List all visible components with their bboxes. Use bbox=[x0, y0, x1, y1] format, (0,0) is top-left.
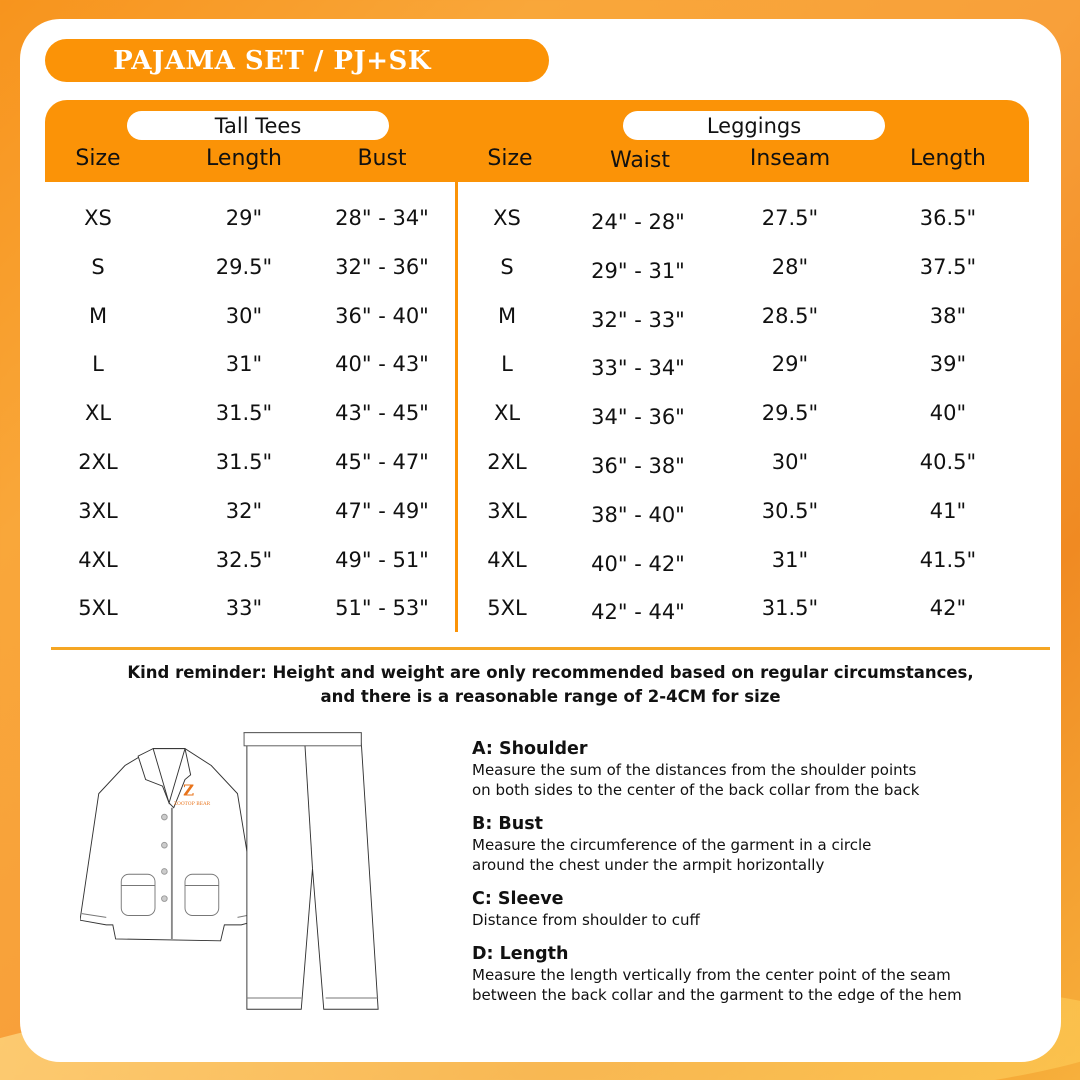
tees-cell-bust: 49" - 51" bbox=[335, 547, 429, 572]
section-divider bbox=[51, 647, 1050, 650]
leggings-cell-waist: 34" - 36" bbox=[591, 405, 685, 430]
tees-cell-bust: 40" - 43" bbox=[335, 352, 429, 377]
leggings-cell-size: S bbox=[500, 254, 514, 279]
measure-title: A: Shoulder bbox=[472, 739, 588, 759]
leggings-col-size: Size bbox=[487, 146, 533, 171]
leggings-cell-length: 40" bbox=[929, 401, 967, 426]
tees-cell-size: 4XL bbox=[78, 547, 118, 572]
tees-col-length: Length bbox=[206, 146, 282, 171]
measure-bust bbox=[472, 813, 1042, 875]
tees-cell-length: 31" bbox=[225, 352, 263, 377]
leggings-col-inseam: Inseam bbox=[749, 146, 831, 171]
measure-sleeve bbox=[472, 888, 1042, 930]
leggings-cell-length: 42" bbox=[929, 596, 967, 621]
tees-cell-size: XL bbox=[84, 401, 112, 426]
tees-cell-length: 29" bbox=[225, 206, 263, 230]
tees-cell-length: 30" bbox=[225, 303, 263, 328]
leggings-cell-waist: 29" - 31" bbox=[591, 258, 685, 283]
tees-cell-bust: 32" - 36" bbox=[335, 254, 429, 279]
leggings-col-length: Length bbox=[910, 146, 986, 171]
leggings-cell-inseam: 28" bbox=[771, 254, 809, 279]
tees-cell-bust: 28" - 34" bbox=[335, 206, 429, 230]
measurement-guide bbox=[472, 738, 1042, 1018]
tees-cell-bust: 51" - 53" bbox=[335, 596, 429, 621]
leggings-cell-inseam: 27.5" bbox=[761, 206, 819, 230]
tees-cell-size: XS bbox=[84, 206, 112, 230]
leggings-cell-length: 39" bbox=[929, 352, 967, 377]
measure-desc: Measure the length vertically from the center point of the seam bbox=[472, 966, 951, 984]
leggings-cell-inseam: 29.5" bbox=[761, 401, 819, 426]
tees-cell-bust: 43" - 45" bbox=[335, 401, 429, 426]
leggings-cell-length: 37.5" bbox=[919, 254, 977, 279]
measure-desc: Distance from shoulder to cuff bbox=[472, 911, 700, 929]
leggings-cell-inseam: 31.5" bbox=[761, 596, 819, 621]
leggings-cell-waist: 42" - 44" bbox=[591, 600, 685, 625]
tees-cell-bust: 36" - 40" bbox=[335, 303, 429, 328]
measure-title: C: Sleeve bbox=[472, 889, 564, 909]
measure-desc: Measure the sum of the distances from the shoulder points bbox=[472, 761, 917, 779]
leggings-cell-waist: 36" - 38" bbox=[591, 454, 685, 478]
page-title: PAJAMA SET / PJ+SK bbox=[113, 45, 431, 76]
leggings-group-label: Leggings bbox=[623, 111, 885, 140]
leggings-cell-waist: 24" - 28" bbox=[591, 210, 685, 234]
measure-length bbox=[472, 943, 1042, 1005]
measure-title: B: Bust bbox=[472, 814, 544, 834]
measure-shoulder bbox=[472, 738, 1042, 800]
svg-text:ZOOTOP BEAR: ZOOTOP BEAR bbox=[173, 801, 210, 807]
tees-cell-length: 31.5" bbox=[215, 401, 273, 426]
leggings-cell-size: 4XL bbox=[487, 547, 527, 572]
leggings-cell-size: 5XL bbox=[487, 596, 527, 621]
reminder-line-1: Kind reminder: Height and weight are only recommended based on regular circumstances, bbox=[127, 663, 974, 682]
leggings-cell-size: M bbox=[497, 303, 517, 328]
tees-cell-bust: 47" - 49" bbox=[335, 498, 429, 523]
shirt-drawing-icon bbox=[80, 749, 258, 941]
measure-desc: between the back collar and the garment to the edge of the hem bbox=[472, 986, 962, 1004]
leggings-cell-length: 36.5" bbox=[919, 206, 977, 230]
reminder-line-2: and there is a reasonable range of 2-4CM for size bbox=[320, 687, 781, 706]
tees-cell-size: S bbox=[91, 254, 105, 279]
leggings-col-waist: Waist bbox=[609, 148, 671, 173]
kind-reminder bbox=[51, 661, 1050, 709]
pants-drawing-icon bbox=[244, 733, 378, 1010]
pajama-illustration bbox=[80, 728, 380, 1028]
leggings-cell-size: L bbox=[501, 352, 513, 377]
leggings-cell-size: 3XL bbox=[487, 498, 527, 523]
leggings-cell-inseam: 28.5" bbox=[761, 303, 819, 328]
tees-cell-size: 3XL bbox=[78, 498, 118, 523]
leggings-cell-inseam: 31" bbox=[771, 547, 809, 572]
tees-cell-size: 2XL bbox=[78, 450, 118, 474]
tees-cell-size: M bbox=[88, 303, 108, 328]
leggings-cell-waist: 33" - 34" bbox=[591, 356, 685, 381]
measure-desc: around the chest under the armpit horizontally bbox=[472, 856, 825, 874]
leggings-cell-waist: 32" - 33" bbox=[591, 307, 685, 332]
tees-col-bust: Bust bbox=[357, 146, 407, 171]
table-divider-vertical bbox=[455, 182, 458, 632]
svg-text:Z: Z bbox=[183, 781, 195, 800]
tees-cell-length: 31.5" bbox=[215, 450, 273, 474]
leggings-cell-length: 41.5" bbox=[919, 547, 977, 572]
tees-cell-length: 33" bbox=[225, 596, 263, 621]
leggings-cell-size: XL bbox=[493, 401, 521, 426]
measure-desc: Measure the circumference of the garment in a circle bbox=[472, 836, 872, 854]
tees-cell-bust: 45" - 47" bbox=[335, 450, 429, 474]
measure-title: D: Length bbox=[472, 944, 569, 964]
leggings-cell-size: XS bbox=[493, 206, 521, 230]
tees-cell-size: L bbox=[92, 352, 104, 377]
leggings-cell-inseam: 30.5" bbox=[761, 498, 819, 523]
leggings-cell-inseam: 30" bbox=[771, 450, 809, 474]
tees-cell-length: 29.5" bbox=[215, 254, 273, 279]
measure-desc: on both sides to the center of the back collar from the back bbox=[472, 781, 920, 799]
leggings-cell-size: 2XL bbox=[487, 450, 527, 474]
leggings-cell-length: 40.5" bbox=[919, 450, 977, 474]
tees-cell-size: 5XL bbox=[78, 596, 118, 621]
leggings-cell-length: 38" bbox=[929, 303, 967, 328]
leggings-cell-waist: 40" - 42" bbox=[591, 551, 685, 576]
tees-cell-length: 32" bbox=[225, 498, 263, 523]
leggings-cell-length: 41" bbox=[929, 498, 967, 523]
title-banner bbox=[45, 39, 549, 82]
leggings-cell-inseam: 29" bbox=[771, 352, 809, 377]
tees-cell-length: 32.5" bbox=[215, 547, 273, 572]
leggings-cell-waist: 38" - 40" bbox=[591, 502, 685, 527]
tall-tees-group-label: Tall Tees bbox=[127, 111, 389, 140]
tees-col-size: Size bbox=[75, 146, 121, 171]
